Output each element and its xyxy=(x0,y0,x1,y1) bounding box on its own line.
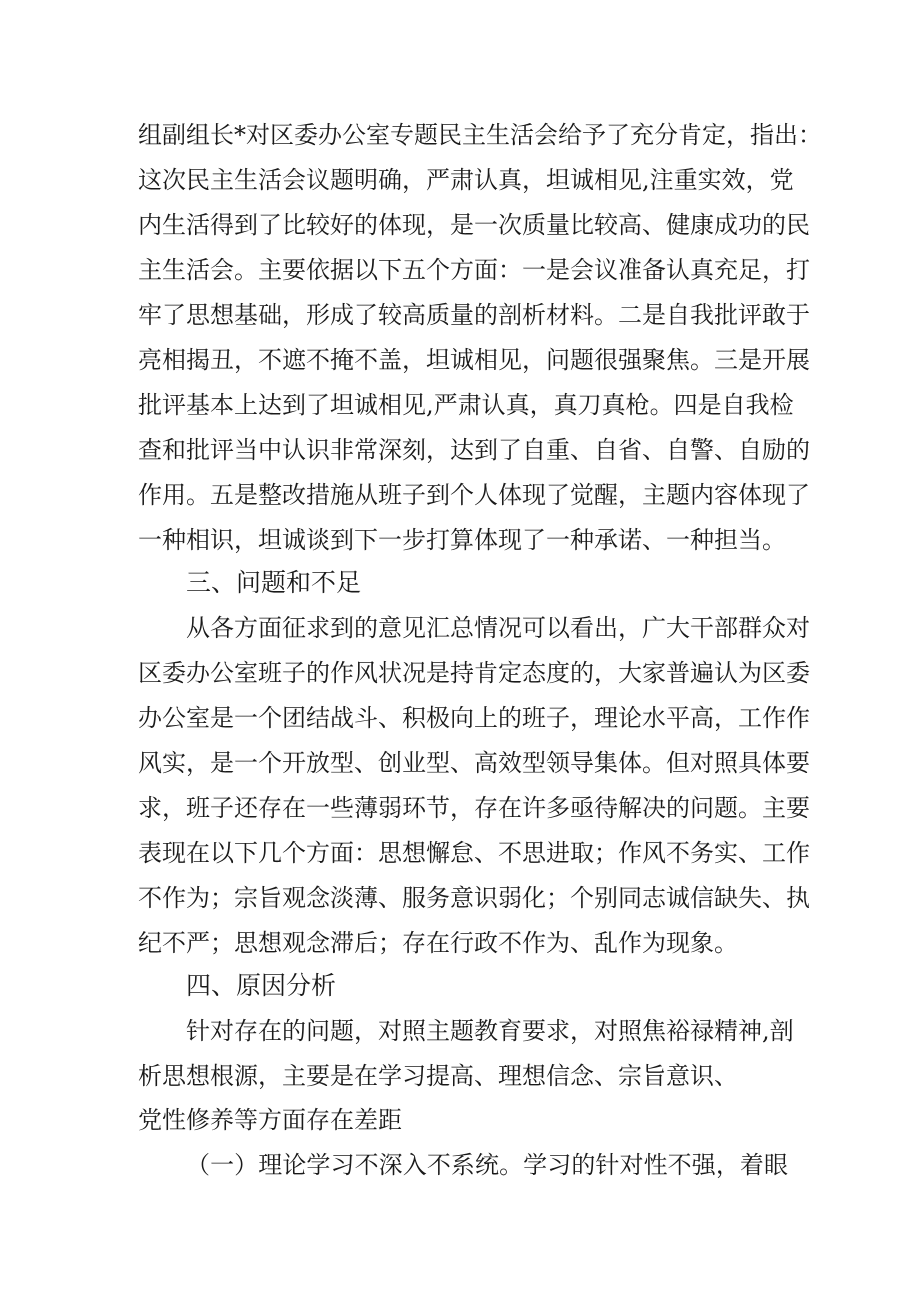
paragraph-line: 求，班子还存在一些薄弱环节，存在许多亟待解决的问题。主要 xyxy=(138,794,810,822)
paragraph-line: 不作为；宗旨观念淡薄、服务意识弱化；个别同志诚信缺失、执 xyxy=(138,884,810,912)
paragraph-line: 亮相揭丑，不遮不掩不盖，坦诚相见，问题很强聚焦。三是开展 xyxy=(138,346,810,374)
paragraph-line: 风实，是一个开放型、创业型、高效型领导集体。但对照具体要 xyxy=(138,749,810,777)
paragraph-line: 一种相识，坦诚谈到下一步打算体现了一种承诺、一种担当。 xyxy=(138,526,786,554)
paragraph-line: 表现在以下几个方面：思想懈怠、不思进取；作风不务实、工作 xyxy=(138,839,810,867)
subsection-line: （一）理论学习不深入不系统。学习的针对性不强，着眼 xyxy=(186,1151,788,1179)
paragraph-line: 查和批评当中认识非常深刻，达到了自重、自省、自警、自励的 xyxy=(138,436,810,464)
paragraph-line: 办公室是一个团结战斗、积极向上的班子，理论水平高，工作作 xyxy=(138,704,810,732)
paragraph-line: 作用。五是整改措施从班子到个人体现了觉醒，主题内容体现了 xyxy=(138,481,810,509)
paragraph-line: 组副组长*对区委办公室专题民主生活会给予了充分肯定，指出： xyxy=(138,121,822,149)
section-heading: 三、问题和不足 xyxy=(186,568,362,597)
paragraph-line: 区委办公室班子的作风状况是持肯定态度的，大家普遍认为区委 xyxy=(138,659,810,687)
paragraph-line: 党性修养等方面存在差距 xyxy=(138,1106,402,1134)
paragraph-line: 牢了思想基础，形成了较高质量的剖析材料。二是自我批评敢于 xyxy=(138,301,810,329)
paragraph-line: 纪不严；思想观念滞后；存在行政不作为、乱作为现象。 xyxy=(138,929,738,957)
paragraph-line: 内生活得到了比较好的体现，是一次质量比较高、健康成功的民 xyxy=(138,211,810,239)
paragraph-line: 批评基本上达到了坦诚相见,严肃认真，真刀真枪。四是自我检 xyxy=(138,391,794,419)
paragraph-line: 主生活会。主要依据以下五个方面：一是会议准备认真充足，打 xyxy=(138,256,810,284)
paragraph-line: 析思想根源，主要是在学习提高、理想信念、宗旨意识、 xyxy=(138,1062,738,1090)
section-heading: 四、原因分析 xyxy=(186,971,337,1000)
paragraph-line: 针对存在的问题，对照主题教育要求，对照焦裕禄精神,剖 xyxy=(186,1017,794,1045)
paragraph-line: 从各方面征求到的意见汇总情况可以看出，广大干部群众对 xyxy=(186,614,810,642)
paragraph-line: 这次民主生活会议题明确，严肃认真，坦诚相见,注重实效，党 xyxy=(138,166,794,194)
